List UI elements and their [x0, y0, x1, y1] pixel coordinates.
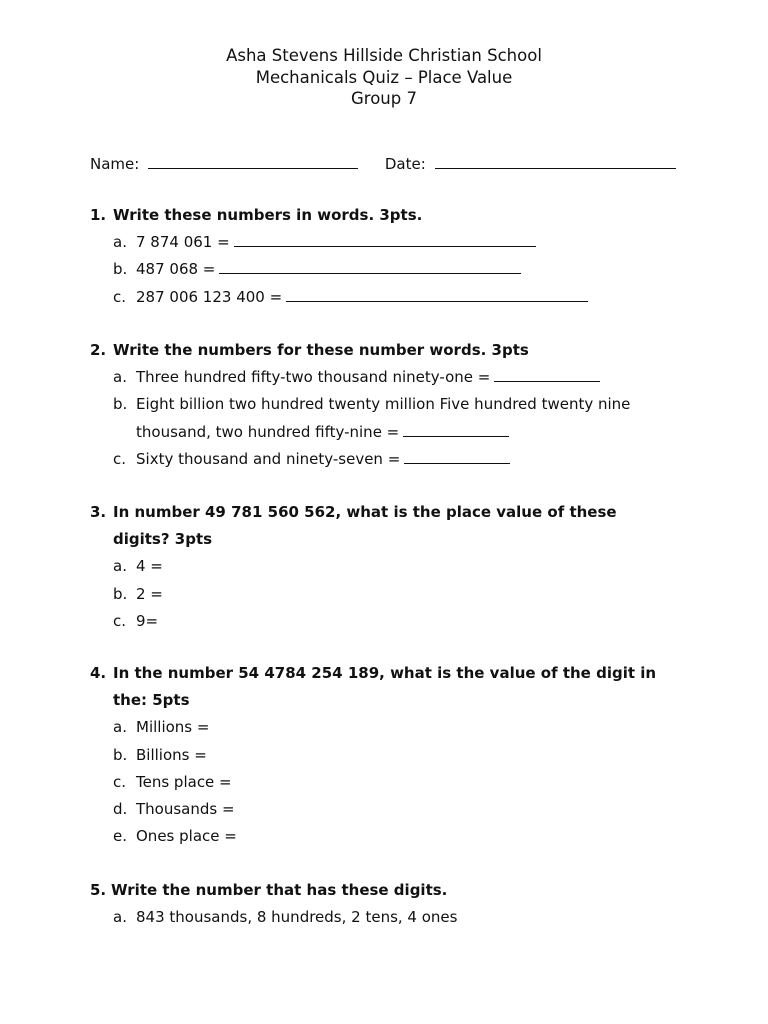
question-text-continued: the: 5pts: [113, 691, 190, 710]
document-header: [0, 45, 768, 110]
question-1: [90, 202, 690, 311]
name-blank[interactable]: [148, 153, 358, 169]
student-info-row: [90, 153, 690, 174]
question-text: Write these numbers in words. 3pts.: [113, 206, 423, 224]
question-5: [90, 877, 690, 931]
list-item: c. Tens place =: [113, 772, 232, 791]
answer-blank[interactable]: [219, 258, 521, 274]
list-item: b. Eight billion two hundred twenty million Five hundred twenty nine: [113, 395, 631, 414]
question-number: 1.: [90, 206, 107, 224]
date-label: Date:: [384, 155, 426, 173]
question-text: Write the numbers for these number words. 3pts: [113, 341, 529, 359]
answer-blank[interactable]: [286, 286, 588, 302]
list-item: a. 843 thousands, 8 hundreds, 2 tens, 4 ones: [113, 908, 458, 927]
list-item: b. 487 068 =: [90, 256, 690, 283]
question-text: Write the number that has these digits.: [111, 881, 448, 899]
list-item: a. 7 874 061 =: [90, 229, 690, 256]
question-text-continued: digits? 3pts: [113, 530, 213, 549]
question-2: 2. Write the numbers for these number words. 3pts a. Three hundred fifty-two thousand ninety-one = b. Eight billion two hundred twenty million Five hundred twenty nine thousand, two hundred fifty-nine = c. Sixty thousand and ninety-seven =: [90, 337, 690, 473]
list-item: d. Thousands =: [113, 799, 235, 818]
question-number: 3.: [90, 503, 107, 521]
question-number: 5.: [90, 881, 107, 899]
question-number: 2.: [90, 341, 107, 359]
list-item: c. Sixty thousand and ninety-seven =: [90, 446, 690, 473]
list-item: c. 9=: [113, 611, 159, 630]
list-item: b. 2 =: [113, 584, 163, 603]
group-label: Group 7: [351, 89, 417, 108]
question-text: In number 49 781 560 562, what is the place value of these: [113, 503, 617, 521]
quiz-title: Mechanicals Quiz – Place Value: [255, 67, 513, 87]
list-item: a. Three hundred fifty-two thousand ninety-one =: [90, 364, 690, 391]
answer-blank[interactable]: [404, 448, 510, 464]
name-label: Name:: [90, 155, 140, 173]
question-number: 4.: [90, 664, 107, 682]
list-item: a. Millions =: [113, 718, 210, 737]
list-item: c. 287 006 123 400 =: [90, 284, 690, 311]
answer-blank[interactable]: [403, 421, 509, 437]
question-text: In the number 54 4784 254 189, what is the value of the digit in: [113, 664, 657, 682]
question-3: [90, 499, 690, 635]
answer-blank[interactable]: [234, 231, 536, 247]
question-4: [90, 660, 690, 850]
list-item: a. 4 =: [113, 557, 163, 576]
answer-blank[interactable]: [494, 366, 600, 382]
school-name: Asha Stevens Hillside Christian School: [226, 46, 542, 65]
date-blank[interactable]: [435, 153, 676, 169]
list-item: b. Billions =: [113, 745, 207, 764]
list-item: e. Ones place =: [113, 827, 237, 846]
